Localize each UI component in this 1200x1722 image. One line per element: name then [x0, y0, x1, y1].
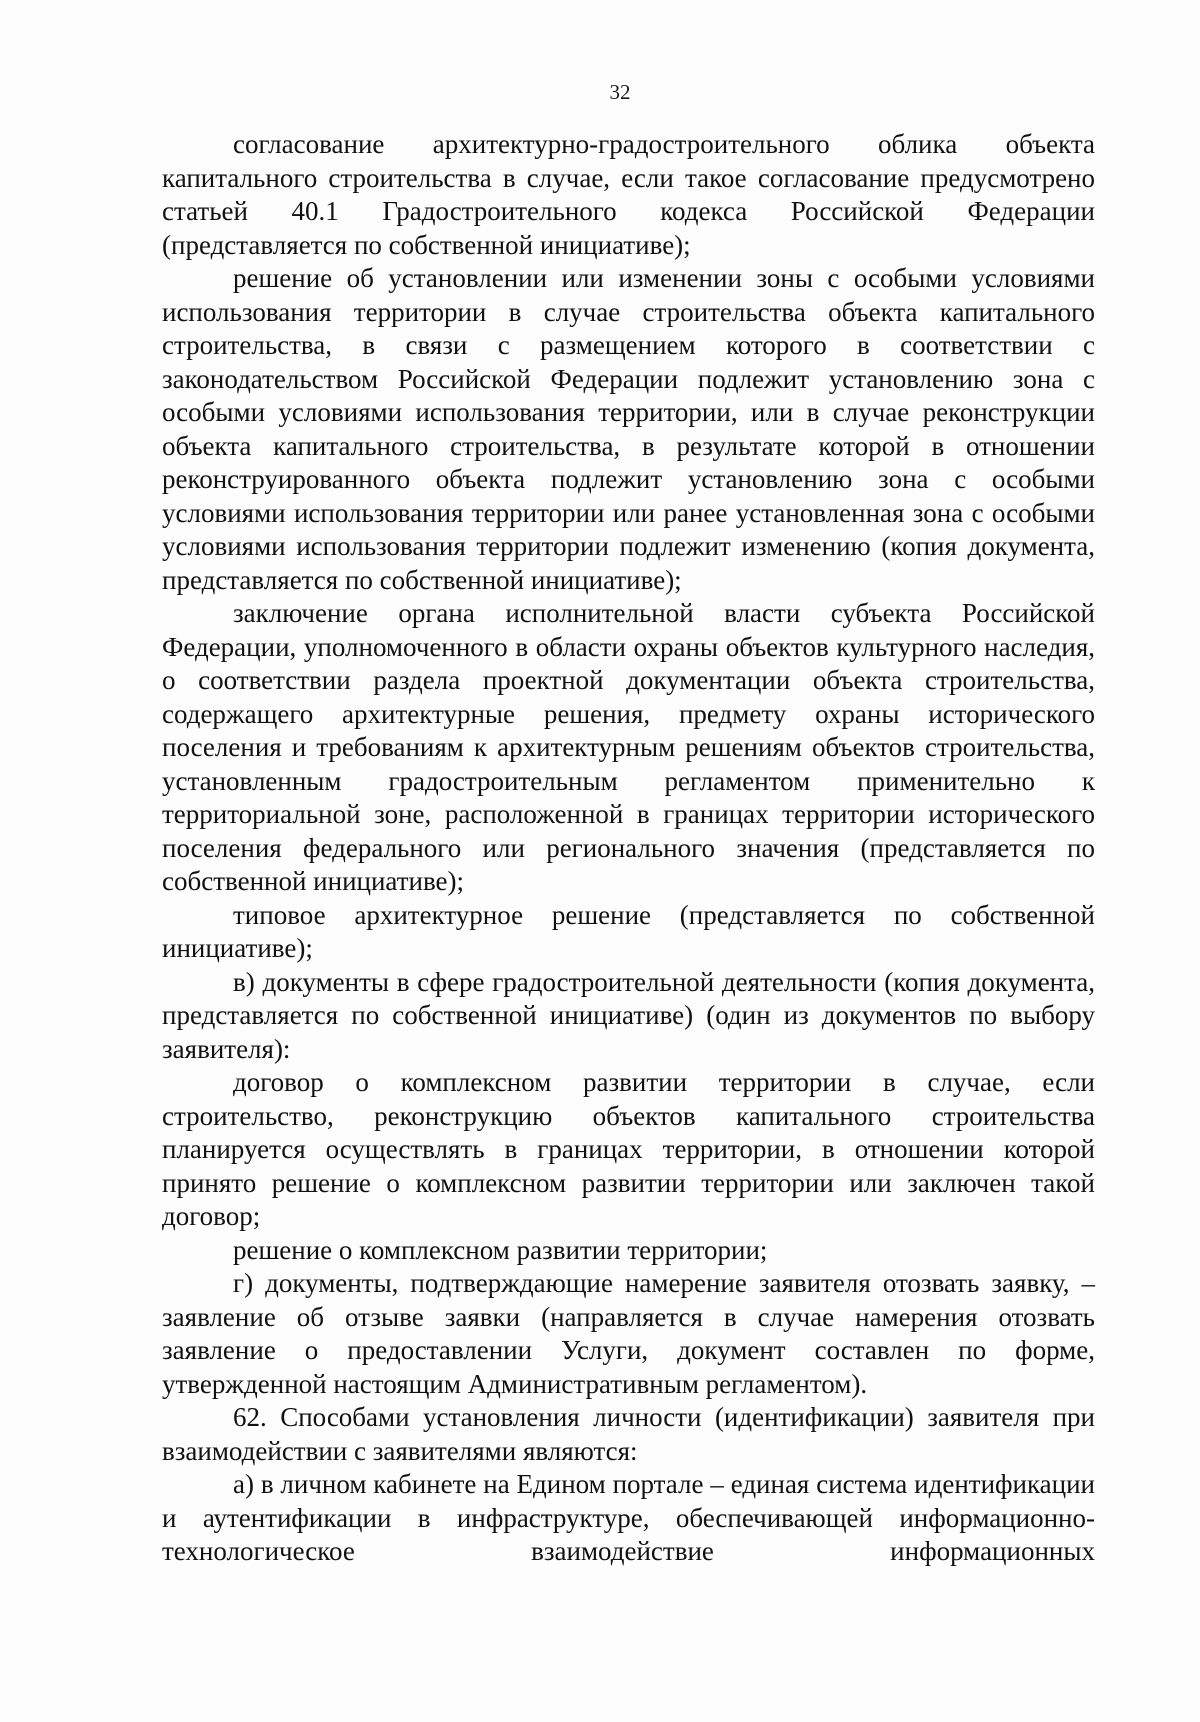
document-body	[162, 128, 1095, 1569]
paragraph-integrated-development-decision: решение о комплексном развитии территории;	[233, 1234, 768, 1265]
paragraph-withdrawal-documents: г) документы, подтверждающие намерение заявителя отозвать заявку, – заявление об отзыве заявки (направляется в случае намерения отозвать заявление о предоставлении Услуги, документ составлен по форме, утвержденной настоящим Административным регламентом).	[162, 1268, 1095, 1399]
paragraph-personal-account-identification: а) в личном кабинете на Едином портале – единая система идентификации и аутентификации в инфраструктуре, обеспечивающей информационно-технологическое взаимодействие информационных	[162, 1469, 1095, 1566]
paragraph-cultural-heritage-conclusion: заключение органа исполнительной власти субъекта Российской Федерации, уполномоченного в области охраны объектов культурного наследия, о соответствии раздела проектной документации объекта строительства, содержащего архитектурные решения, предмету охраны исторического поселения и требованиям к архитектурным решениям объектов строительства, установленным градостроительным регламентом применительно к территориальной зоне, расположенной в границах территории исторического поселения федерального или регионального значения (представляется по собственной инициативе);	[162, 598, 1095, 896]
page-number: 32	[609, 80, 631, 104]
paragraph-urban-planning-documents: в) документы в сфере градостроительной деятельности (копия документа, представляется по собственной инициативе) (один из документов по выбору заявителя):	[162, 966, 1095, 1064]
paragraph-identification-methods: 62. Способами установления личности (идентификации) заявителя при взаимодействии с заявителями являются:	[162, 1402, 1095, 1466]
paragraph-typical-architectural-solution: типовое архитектурное решение (представляется по собственной инициативе);	[162, 899, 1095, 963]
paragraph-architectural-approval: согласование архитектурно-градостроительного облика объекта капитального строительства в случае, если такое согласование предусмотрено статьей 40.1 Градостроительного кодекса Российской Федерации (представляется по собственной инициативе);	[162, 129, 1095, 260]
paragraph-special-zone-decision: решение об установлении или изменении зоны с особыми условиями использования территории в случае строительства объекта капитального строительства, в связи с размещением которого в соответствии с законодательством Российской Федерации подлежит установлению зона с особыми условиями использования территории, или в случае реконструкции объекта капитального строительства, в результате которой в отношении реконструированного объекта подлежит установлению зона с особыми условиями использования территории или ранее установленная зона с особыми условиями использования территории подлежит изменению (копия документа, представляется по собственной инициативе);	[162, 263, 1095, 595]
paragraph-integrated-development-agreement: договор о комплексном развитии территории в случае, если строительство, реконструкцию объектов капитального строительства планируется осуществлять в границах территории, в отношении которой принято решение о комплексном развитии территории или заключен такой договор;	[162, 1067, 1095, 1231]
